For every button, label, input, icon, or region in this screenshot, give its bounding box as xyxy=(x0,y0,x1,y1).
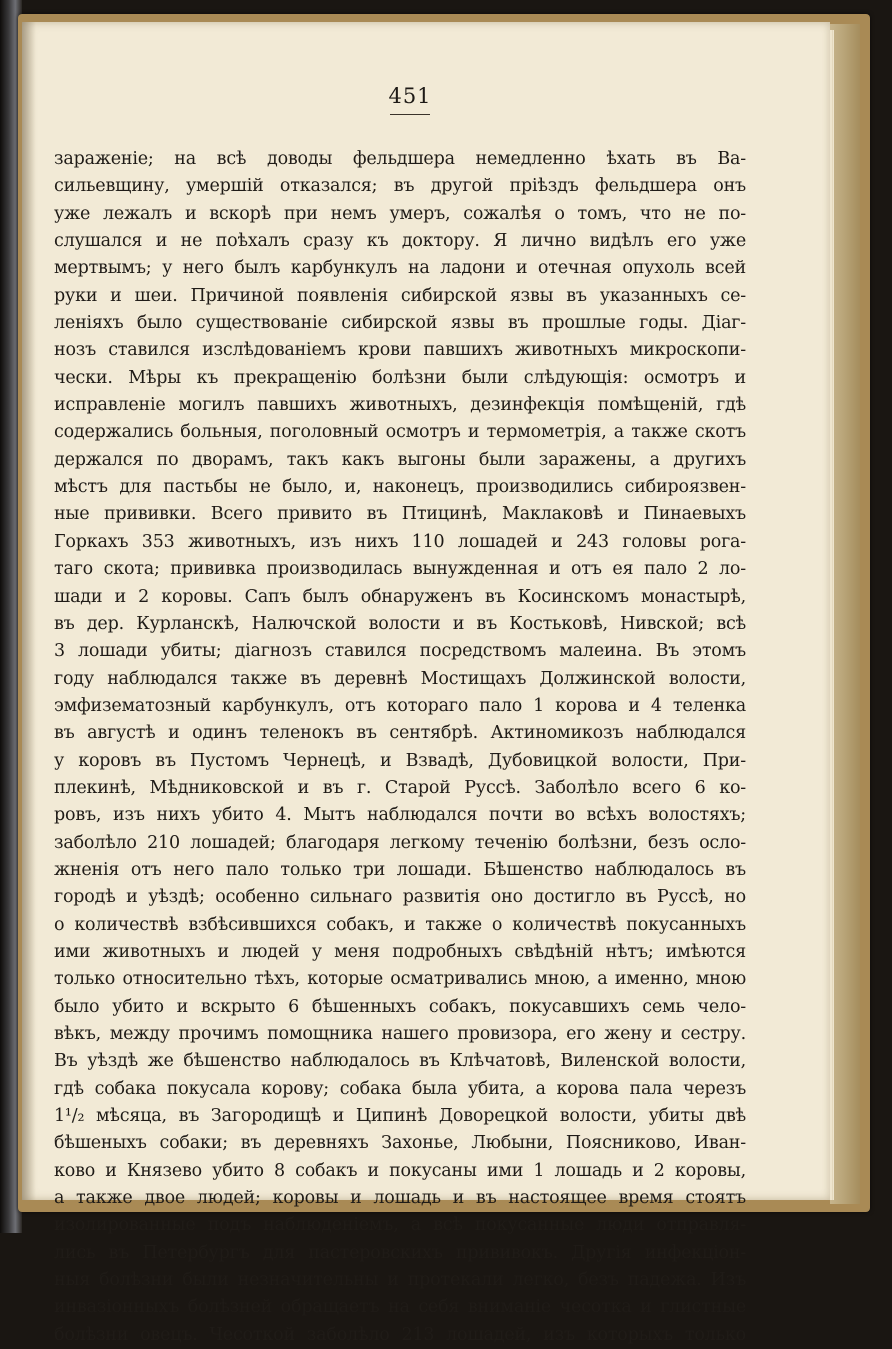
text-line: въ дер. Курланскѣ, Налючской волости и въ Костьковѣ, Нивской; всѣ xyxy=(54,613,746,634)
text-line: бѣшеныхъ собаки; въ деревняхъ Захонье, Любыни, Поясниково, Иван- xyxy=(54,1133,746,1154)
text-line: шади и 2 коровы. Сапъ былъ обнаруженъ въ Косинскомъ монастырѣ, xyxy=(54,586,746,607)
text-line: таго скота; прививка производилась вынужденная и отъ ея пало 2 ло- xyxy=(54,559,746,580)
text-line: исправленіе могилъ павшихъ животныхъ, дезинфекція помѣщеній, гдѣ xyxy=(54,395,746,416)
text-line: леніяхъ было существованіе сибирской язвы въ прошлые годы. Діаг- xyxy=(54,313,746,334)
text-line: у коровъ въ Пустомъ Чернецѣ, и Взвадѣ, Дубовицкой волости, При- xyxy=(54,750,746,771)
text-line: мертвымъ; у него былъ карбункулъ на ладони и отечная опухоль всей xyxy=(54,258,746,279)
page-number: 451 xyxy=(388,84,432,108)
text-line: плекинѣ, Мѣдниковской и въ г. Старой Руссѣ. Заболѣло всего 6 ко- xyxy=(54,777,746,798)
text-line: чески. Мѣры къ прекращенію болѣзни были слѣдующія: осмотръ и xyxy=(54,367,746,388)
text-line: мѣстъ для пастьбы не было, и, наконецъ, производились сибироязвен- xyxy=(54,477,746,498)
text-line: содержались больныя, поголовный осмотръ и термометрія, а также скотъ xyxy=(54,422,746,443)
text-line: только относительно тѣхъ, которые осматривались мною, а именно, мною xyxy=(54,969,746,990)
text-line: сильевщину, умершій отказался; въ другой пріѣздъ фельдшера онъ xyxy=(54,176,746,197)
text-line: изолированные подъ наблюденіемъ, а всѣ покусанные люди отправля- xyxy=(54,1215,746,1236)
text-line: нозъ ставился изслѣдованіемъ крови павшихъ животныхъ микроскопи- xyxy=(54,340,746,361)
text-line: а также двое людей; коровы и лошадь и въ настоящее время стоятъ xyxy=(54,1188,746,1209)
text-line: слушался и не поѣхалъ сразу къ доктору. Я лично видѣлъ его уже xyxy=(54,231,746,252)
text-line: руки и шеи. Причиной появленія сибирской язвы въ указанныхъ се- xyxy=(54,285,746,306)
text-line: инвазіонныхъ болѣзней обращаетъ на себя вниманіе чесотка и глистные xyxy=(54,1297,746,1318)
page-number-rule xyxy=(390,114,430,115)
spine-shadow xyxy=(22,22,36,1200)
text-line: заболѣло 210 лошадей; благодаря легкому теченію болѣзни, безъ осло- xyxy=(54,832,746,853)
text-line: въ августѣ и одинъ теленокъ въ сентябрѣ. Актиномикозъ наблюдался xyxy=(54,723,746,744)
text-line: зараженіе; на всѣ доводы фельдшера немедленно ѣхать въ Ва- xyxy=(54,149,746,169)
text-line: лись въ Петербургъ для пастеровскихъ прививокъ. Другія инфекціон- xyxy=(54,1242,746,1263)
text-line: гдѣ собака покусала корову; собака была убита, а корова пала черезъ xyxy=(54,1078,746,1099)
text-line: вѣкъ, между прочимъ помощника нашего провизора, его жену и сестру. xyxy=(54,1024,746,1044)
text-line: эмфизематозный карбункулъ, отъ котораго пало 1 корова и 4 теленка xyxy=(54,695,746,716)
text-line: жненія отъ него пало только три лошади. Бѣшенство наблюдалось въ xyxy=(54,859,746,880)
text-line: 3 лошади убиты; діагнозъ ставился посредствомъ малеина. Въ этомъ xyxy=(54,641,746,662)
text-line: было убито и вскрыто 6 бѣшенныхъ собакъ, покусавшихъ семь чело- xyxy=(54,996,746,1017)
text-line: о количествѣ взбѣсившихся собакъ, и также о количествѣ покусанныхъ xyxy=(54,914,746,935)
text-line: уже лежалъ и вскорѣ при немъ умеръ, сожалѣя о томъ, что не по- xyxy=(54,203,746,224)
text-line: ими животныхъ и людей у меня подробныхъ свѣдѣній нѣтъ; имѣются xyxy=(54,941,746,962)
text-line: ныя болѣзни были незначительны и протекали легко, безъ падежа. Изъ xyxy=(54,1270,746,1291)
body-text xyxy=(54,146,746,1349)
text-line: держался по дворамъ, такъ какъ выгоны были заражены, а другихъ xyxy=(54,449,746,470)
text-line: городѣ и уѣздѣ; особенно сильнаго развитія оно достигло въ Руссѣ, но xyxy=(54,887,746,908)
cover-edge xyxy=(830,24,860,1204)
text-line: ровъ, изъ нихъ убито 4. Мытъ наблюдался почти во всѣхъ волостяхъ; xyxy=(54,805,746,826)
text-line: Горкахъ 353 животныхъ, изъ нихъ 110 лошадей и 243 головы рога- xyxy=(54,531,746,552)
text-line: Въ уѣздѣ же бѣшенство наблюдалось въ Клѣчатовѣ, Виленской волости, xyxy=(54,1051,746,1072)
text-line: ково и Князево убито 8 собакъ и покусаны ими 1 лошадь и 2 коровы, xyxy=(54,1160,746,1181)
text-line: болѣзни овецъ. Чесоткой заболѣло 213 лошадей, изъ которыхъ только xyxy=(54,1324,746,1345)
text-line: ные прививки. Всего привито въ Птицинѣ, Маклаковѣ и Пинаевыхъ xyxy=(54,504,746,525)
text-line: году наблюдался также въ деревнѣ Мостищахъ Должинской волости, xyxy=(54,668,746,689)
text-line: 1¹/₂ мѣсяца, въ Загородищѣ и Ципинѣ Доворецкой волости, убиты двѣ xyxy=(54,1106,746,1127)
